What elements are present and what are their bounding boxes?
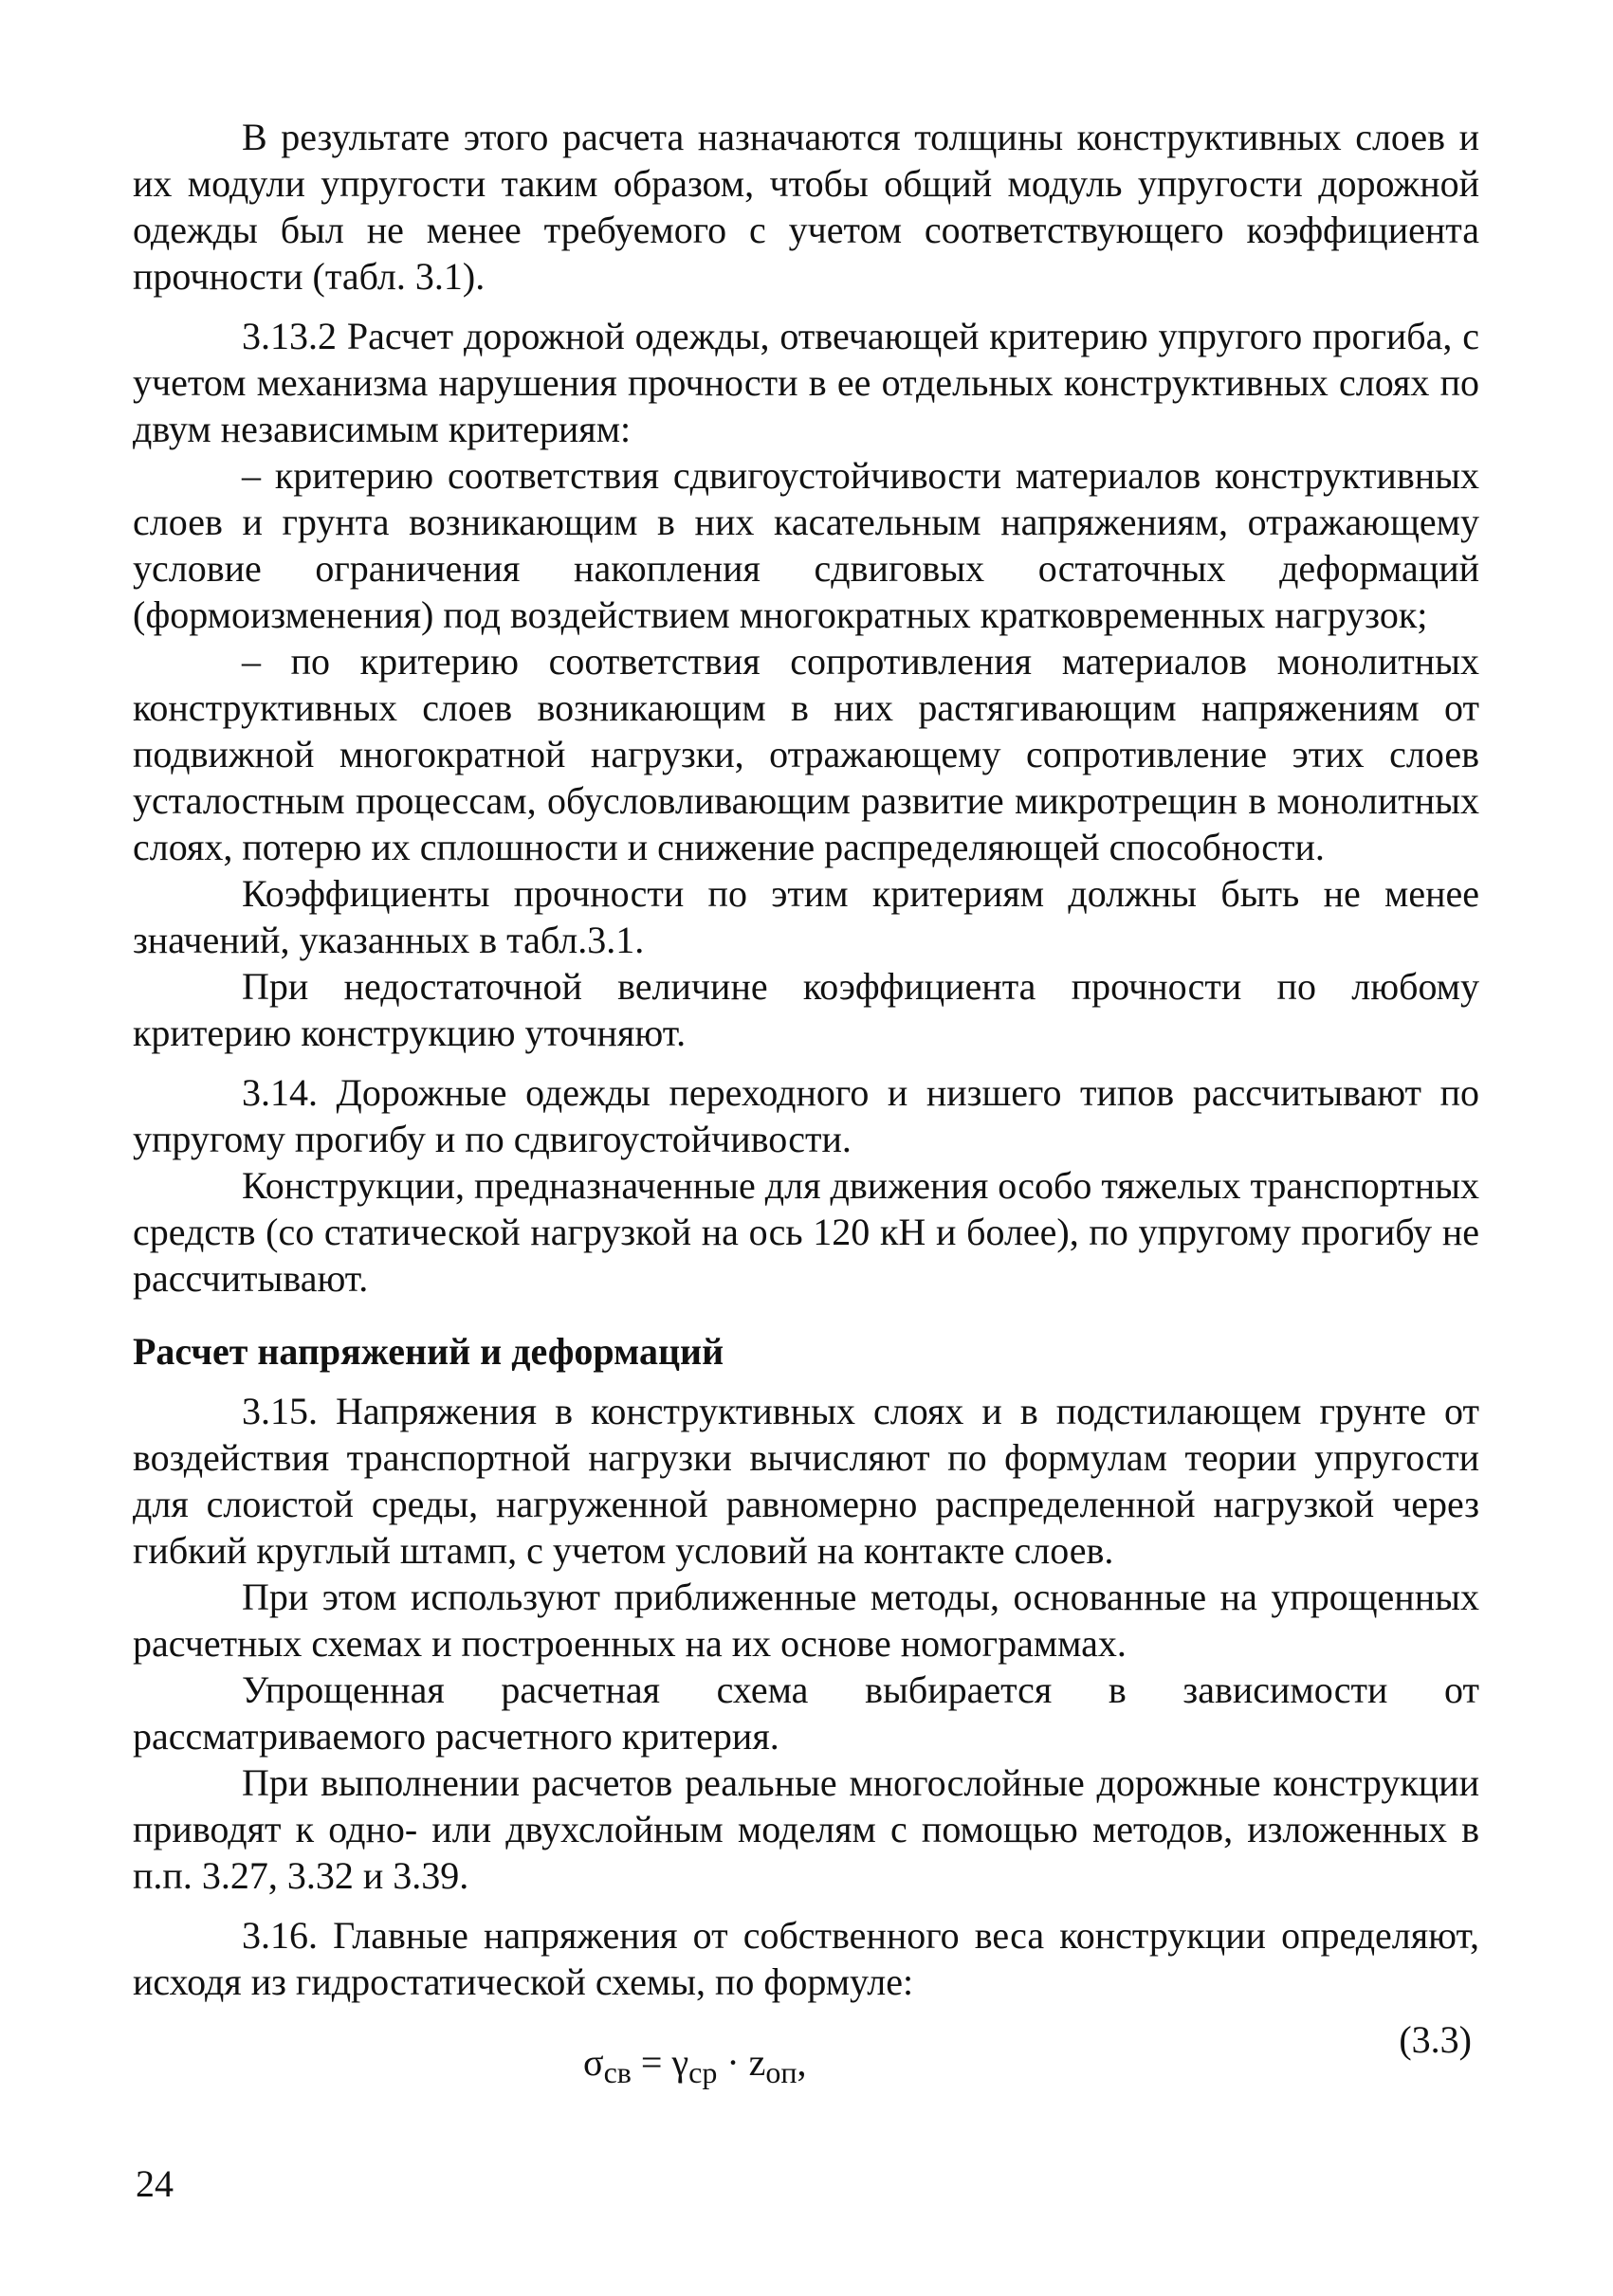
paragraph-3-13-2: 3.13.2 Расчет дорожной одежды, отвечающей критерию упругого прогиба, с учетом механизма нарушения прочности в ее отдельных конструктивных слоях по двум независимым критериям: (133, 315, 1479, 450)
paragraph-3-16: 3.16. Главные напряжения от собственного веса конструкции определяют, исходя из гидростатической схемы, по формуле: (133, 1914, 1479, 2003)
page-number: 24 (136, 2162, 174, 2205)
paragraph-heavy-vehicles: Конструкции, предназначенные для движения особо тяжелых транспортных средств (со статической нагрузкой на ось 120 кН и более), по упругому прогибу не рассчитывают. (133, 1164, 1479, 1300)
equation-number: (3.3) (1399, 2018, 1472, 2061)
paragraph-multilayer-models: При выполнении расчетов реальные многослойные дорожные конструкции приводят к одно- или двухслойным моделям с помощью методов, изложенных в п.п. 3.27, 3.32 и 3.39. (133, 1761, 1479, 1897)
formula-sigma: σ (583, 2041, 604, 2084)
paragraph-insufficient-strength: При недостаточной величине коэффициента прочности по любому критерию конструкцию уточняют. (133, 965, 1479, 1054)
paragraph-approximate-methods: При этом используют приближенные методы, основанные на упрощенных расчетных схемах и построенных на их основе номограммах. (133, 1576, 1479, 1665)
formula-sigma-sub: св (603, 2055, 632, 2089)
paragraph-results: В результате этого расчета назначаются толщины конструктивных слоев и их модули упругости таким образом, чтобы общий модуль упругости дорожной одежды был не менее требуемого с учетом соответствующего коэффициента прочности (табл. 3.1). (133, 116, 1479, 298)
section-heading: Расчет напряжений и деформаций (133, 1330, 724, 1373)
paragraph-3-15: 3.15. Напряжения в конструктивных слоях и в подстилающем грунте от воздействия транспортной нагрузки вычисляют по формулам теории упругости для слоистой среды, нагруженной равномерно распределенной нагрузкой через гибкий круглый штамп, с учетом условий на контакте слоев. (133, 1390, 1479, 1572)
formula-row (133, 2005, 1479, 2100)
formula-equals: = (631, 2041, 672, 2084)
paragraph-3-14: 3.14. Дорожные одежды переходного и низшего типов рассчитывают по упругому прогибу и по сдвигоустойчивости. (133, 1071, 1479, 1160)
formula-z-sub: оп (765, 2055, 797, 2089)
formula-z: z (748, 2041, 766, 2084)
paragraph-simplified-scheme: Упрощенная расчетная схема выбирается в зависимости от рассматриваемого расчетного критерия. (133, 1668, 1479, 1758)
list-item-shear-criterion: – критерию соответствия сдвигоустойчивости материалов конструктивных слоев и грунта возникающим в них касательным напряжениям, отражающему условие ограничения накопления сдвиговых остаточных деформаций (формоизменения) под воздействием многократных кратковременных нагрузок; (133, 454, 1479, 636)
formula-gamma: γ (671, 2041, 689, 2084)
formula-3-3 (583, 2039, 807, 2096)
formula-gamma-sub: ср (688, 2055, 718, 2089)
document-page (133, 114, 1479, 2100)
list-item-tensile-criterion: – по критерию соответствия сопротивления материалов монолитных конструктивных слоев возникающим в них растягивающим напряжениям от подвижной многократной нагрузки, отражающему сопротивление этих слоев усталостным процессам, обусловливающим развитие микротрещин в монолитных слоях, потерю их сплошности и снижение распределяющей способности. (133, 640, 1479, 868)
paragraph-strength-coefficients: Коэффициенты прочности по этим критериям должны быть не менее значений, указанных в табл.3.1. (133, 872, 1479, 961)
formula-dot: · (717, 2041, 749, 2084)
formula-comma: , (797, 2041, 807, 2084)
